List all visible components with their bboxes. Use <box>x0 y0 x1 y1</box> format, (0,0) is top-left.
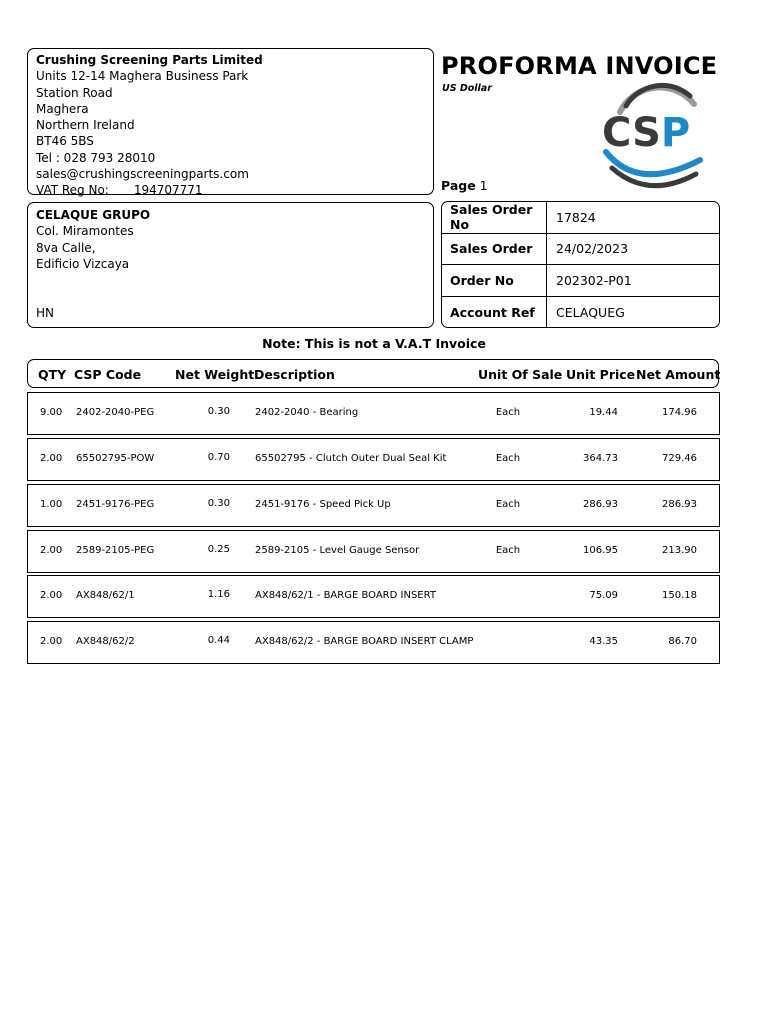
supplier-address-line: Maghera <box>36 101 89 116</box>
cell-code: 2589-2105-PEG <box>76 545 155 556</box>
order-info-value: 24/02/2023 <box>556 241 629 257</box>
cell-unit: Each <box>495 499 521 510</box>
cell-qty: 2.00 <box>40 453 63 464</box>
supplier-address-line: Northern Ireland <box>36 118 135 133</box>
supplier-address-line: Station Road <box>36 85 113 100</box>
order-info-row <box>442 234 719 266</box>
cell-amount: 150.18 <box>662 590 697 601</box>
vat-number: 194707771 <box>133 183 203 198</box>
header-amount: Net Amount <box>636 367 721 382</box>
table-row <box>27 530 720 573</box>
cell-amount: 729.46 <box>662 453 697 464</box>
cell-weight: 0.30 <box>207 406 230 417</box>
table-row <box>27 438 720 481</box>
supplier-address-box <box>27 48 434 198</box>
cell-amount: 174.96 <box>662 407 697 418</box>
cell-weight: 0.30 <box>207 498 230 509</box>
order-info-box <box>441 201 720 328</box>
order-info-row <box>442 265 719 297</box>
order-info-row <box>442 297 719 329</box>
logo-text <box>602 110 690 156</box>
table-row <box>27 484 720 527</box>
supplier-address-line: BT46 5BS <box>36 134 94 149</box>
customer-address-line: 8va Calle, <box>36 240 96 255</box>
cell-price: 75.09 <box>589 590 618 601</box>
order-info-label: Order No <box>442 265 547 296</box>
cell-code: AX848/62/2 <box>76 636 135 647</box>
cell-weight: 0.25 <box>207 544 230 555</box>
cell-code: 2451-9176-PEG <box>76 499 155 510</box>
vat-label: VAT Reg No: <box>36 183 109 198</box>
table-row <box>27 575 720 618</box>
table-header <box>27 359 719 388</box>
order-info-row <box>442 202 719 234</box>
cell-price: 43.35 <box>589 636 618 647</box>
cell-description: AX848/62/2 - BARGE BOARD INSERT CLAMP <box>255 636 474 647</box>
cell-unit: Each <box>495 545 521 556</box>
cell-unit: Each <box>495 453 521 464</box>
currency-label: US Dollar <box>442 83 492 94</box>
header-qty: QTY <box>38 367 67 382</box>
table-row <box>27 621 720 664</box>
header-unit: Unit Of Sale <box>478 367 563 382</box>
order-info-label: Sales Order No <box>442 202 547 233</box>
header-code: CSP Code <box>74 367 142 382</box>
cell-qty: 2.00 <box>40 545 63 556</box>
cell-qty: 1.00 <box>40 499 63 510</box>
cell-amount: 213.90 <box>662 545 697 556</box>
customer-address-box <box>27 202 434 328</box>
cell-description: 2402-2040 - Bearing <box>255 407 359 418</box>
cell-amount: 86.70 <box>668 636 697 647</box>
cell-price: 364.73 <box>583 453 618 464</box>
cell-code: 65502795-POW <box>76 453 155 464</box>
cell-code: 2402-2040-PEG <box>76 407 155 418</box>
page-indicator <box>441 178 488 193</box>
logo-letter-p: P <box>660 110 691 156</box>
cell-weight: 0.44 <box>207 635 230 646</box>
customer-address-line: Edificio Vizcaya <box>36 256 130 271</box>
cell-description: 65502795 - Clutch Outer Dual Seal Kit <box>255 453 447 464</box>
header-description: Description <box>254 367 335 382</box>
customer-address-line: Col. Miramontes <box>36 224 134 239</box>
cell-price: 106.95 <box>583 545 618 556</box>
cell-code: AX848/62/1 <box>76 590 135 601</box>
cell-qty: 9.00 <box>40 407 63 418</box>
cell-amount: 286.93 <box>662 499 697 510</box>
supplier-vat <box>36 182 433 198</box>
page-label: Page <box>441 178 476 193</box>
table-row <box>27 392 720 435</box>
supplier-address-line: Units 12-14 Maghera Business Park <box>36 69 249 84</box>
cell-description: 2451-9176 - Speed Pick Up <box>255 499 391 510</box>
vat-note: Note: This is not a V.A.T Invoice <box>262 336 486 351</box>
invoice-title: PROFORMA INVOICE <box>441 52 718 80</box>
cell-description: AX848/62/1 - BARGE BOARD INSERT <box>255 590 436 601</box>
customer-name: CELAQUE GRUPO <box>36 208 151 222</box>
order-info-value: 202302-P01 <box>556 272 632 288</box>
header-price: Unit Price <box>566 367 636 382</box>
cell-price: 19.44 <box>589 407 618 418</box>
customer-country: HN <box>36 306 54 320</box>
supplier-name: Crushing Screening Parts Limited <box>36 53 263 67</box>
supplier-email: sales@crushingscreeningparts.com <box>36 167 249 182</box>
cell-unit: Each <box>495 407 521 418</box>
order-info-label: Account Ref <box>442 297 547 329</box>
cell-weight: 0.70 <box>207 452 230 463</box>
csp-logo <box>598 82 708 194</box>
order-info-value: CELAQUEG <box>556 304 625 320</box>
cell-qty: 2.00 <box>40 636 63 647</box>
supplier-tel: Tel : 028 793 28010 <box>36 150 156 165</box>
cell-qty: 2.00 <box>40 590 63 601</box>
order-info-label: Sales Order <box>442 234 547 265</box>
page-number: 1 <box>479 178 488 193</box>
cell-price: 286.93 <box>583 499 618 510</box>
cell-weight: 1.16 <box>207 589 230 600</box>
header-weight: Net Weight <box>175 367 255 382</box>
cell-description: 2589-2105 - Level Gauge Sensor <box>255 545 420 556</box>
logo-letters-cs: CS <box>602 110 661 156</box>
order-info-value: 17824 <box>556 209 596 225</box>
